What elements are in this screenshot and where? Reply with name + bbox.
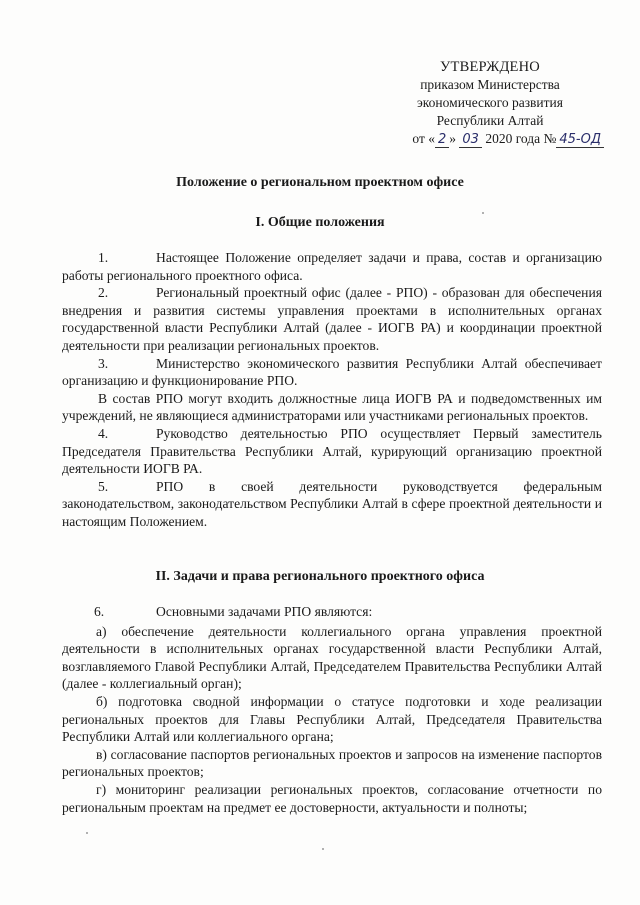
date-mid: » (449, 131, 457, 146)
scan-speck (322, 848, 324, 850)
section-1-heading: I. Общие положения (255, 215, 385, 230)
paragraph-text: В состав РПО могут входить должностные лица ИОГВ РА и подведомственных им учреждений, не являющиеся администраторами или участниками региональных проектов. (62, 390, 602, 424)
paragraph-number: 4. (98, 425, 109, 441)
approval-line-3: Республики Алтай (436, 113, 544, 128)
section-2-heading: II. Задачи и права регионального проектного офиса (155, 569, 485, 584)
paragraph-5 (62, 478, 602, 531)
document-title: Положение о региональном проектном офисе (176, 175, 464, 190)
section-1-body (62, 249, 602, 531)
section-2-body (62, 603, 602, 816)
paragraph-3-continued (62, 390, 602, 425)
handwritten-month: 03 (459, 132, 482, 148)
paragraph-number: 2. (98, 285, 109, 301)
paragraph-number: 5. (98, 478, 109, 494)
paragraph-text: Настоящее Положение определяет задачи и права, состав и организацию работы регионального проектного офиса. (62, 250, 602, 283)
date-prefix: от « (412, 131, 435, 146)
paragraph-3 (62, 355, 602, 390)
paragraph-text: Региональный проектный офис (далее - РПО) - образован для обеспечения внедрения и развития системы управления проектами в исполнительных органах государственной власти Республики Алтай (далее - ИОГВ РА) и координации проектной деятельности при реализации региональных проектов. (62, 285, 602, 353)
handwritten-order-number: 45-ОД (556, 132, 604, 148)
paragraph-number: 3. (98, 355, 109, 371)
paragraph-1 (62, 249, 602, 284)
approval-heading: УТВЕРЖДЕНО (440, 59, 540, 75)
approval-stamp-block (380, 58, 600, 149)
approval-line-1: приказом Министерства (420, 77, 560, 92)
list-item-c: в) согласование паспортов региональных проектов и запросов на изменение паспортов региональных проектов; (62, 746, 602, 780)
approval-date-line (380, 130, 604, 149)
scan-speck (86, 832, 88, 834)
paragraph-4 (62, 425, 602, 478)
paragraph-text: Основными задачами РПО являются: (156, 604, 373, 619)
list-item-a: а) обеспечение деятельности коллегиального органа управления проектной деятельности в исполнительных органах государственной власти Республики Алтай, возглавляемого Главой Республики Алтай, Председателем Правительства Республики Алтай (далее - коллегиальный орган); (62, 623, 602, 692)
paragraph-text: Руководство деятельностью РПО осуществляет Первый заместитель Председателя Правительства Республики Алтай, курирующий организацию проектной деятельности ИОГВ РА. (62, 425, 602, 477)
approval-line-2: экономического развития (417, 95, 563, 110)
list-item-b: б) подготовка сводной информации о статусе подготовки и ходе реализации региональных проектов для Главы Республики Алтай, Председателя Правительства Республики Алтай или коллегиального органа; (62, 693, 602, 745)
scan-speck (482, 212, 484, 214)
paragraph-text: Министерство экономического развития Республики Алтай обеспечивает организацию и функционирование РПО. (62, 355, 602, 389)
date-year: 2020 года № (485, 131, 557, 146)
list-item-d: г) мониторинг реализации региональных проектов, согласование отчетности по региональным проектам на предмет ее достоверности, актуальности и полноты; (62, 781, 602, 815)
paragraph-text: РПО в своей деятельности руководствуется федеральным законодательством, законодательством Республики Алтай в сфере проектной деятельности и настоящим Положением. (62, 478, 602, 529)
paragraph-2 (62, 284, 602, 354)
paragraph-number: 1. (98, 250, 109, 265)
paragraph-number: 6. (94, 604, 105, 619)
handwritten-day: 2 (435, 132, 449, 148)
paragraph-6 (62, 603, 602, 621)
